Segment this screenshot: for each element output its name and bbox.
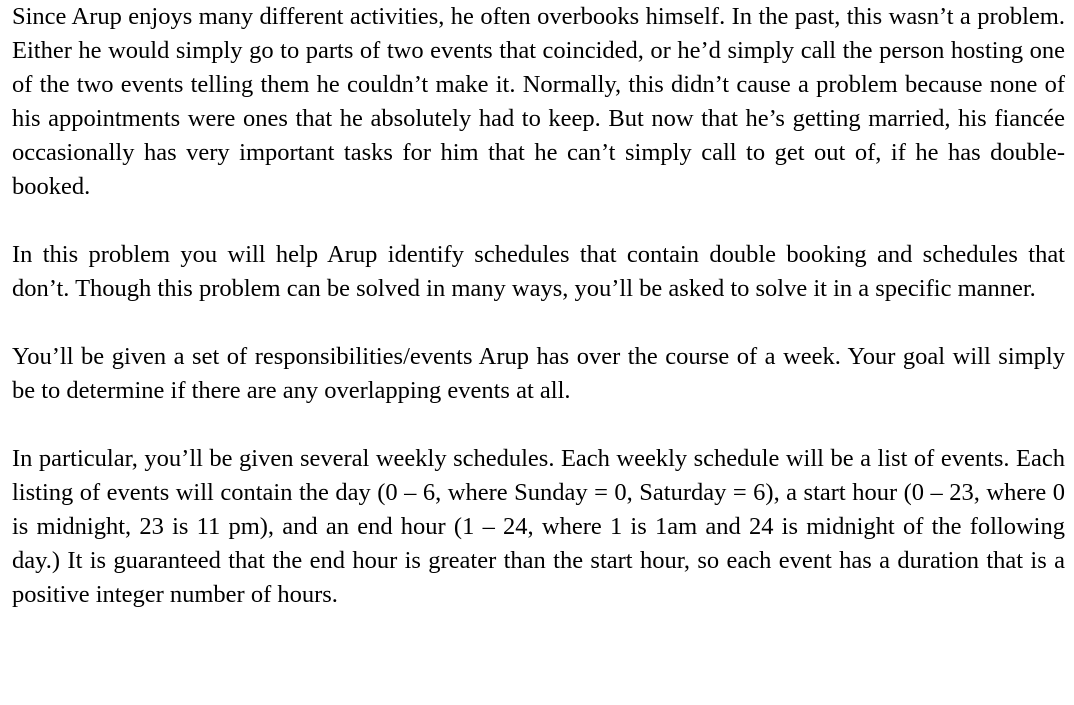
paragraph-intro: Since Arup enjoys many different activities, he often overbooks himself. In the past, this wasn’t a problem. Either he would simply go to parts of two events that coincided, or he’d simply call the person hosting one of the two events telling them he couldn’t make it. Normally, this didn’t cause a problem because none of his appointments were ones that he absolutely had to keep. But now that he’s getting married, his fiancée occasionally has very important tasks for him that he can’t simply call to get out of, if he has double-booked. — [12, 3, 1065, 200]
paragraph-spacer — [12, 204, 1065, 238]
paragraph-goal: You’ll be given a set of responsibilities/events Arup has over the course of a week. Your goal will simply be to determine if there are any overlapping events at all. — [12, 343, 1065, 404]
paragraph-details: In particular, you’ll be given several weekly schedules. Each weekly schedule will be a list of events. Each listing of events will contain the day (0 – 6, where Sunday = 0, Saturday = 6), a start hour (0 – 23, where 0 is midnight, 23 is 11 pm), and an end hour (1 – 24, where 1 is 1am and 24 is midnight of the following day.) It is guaranteed that the end hour is greater than the start hour, so each event has a duration that is a positive integer number of hours. — [12, 445, 1065, 608]
paragraph-spacer — [12, 306, 1065, 340]
paragraph-spacer — [12, 408, 1065, 442]
paragraph-task: In this problem you will help Arup identify schedules that contain double booking and schedules that don’t. Though this problem can be solved in many ways, you’ll be asked to solve it in a specific manner. — [12, 241, 1065, 302]
